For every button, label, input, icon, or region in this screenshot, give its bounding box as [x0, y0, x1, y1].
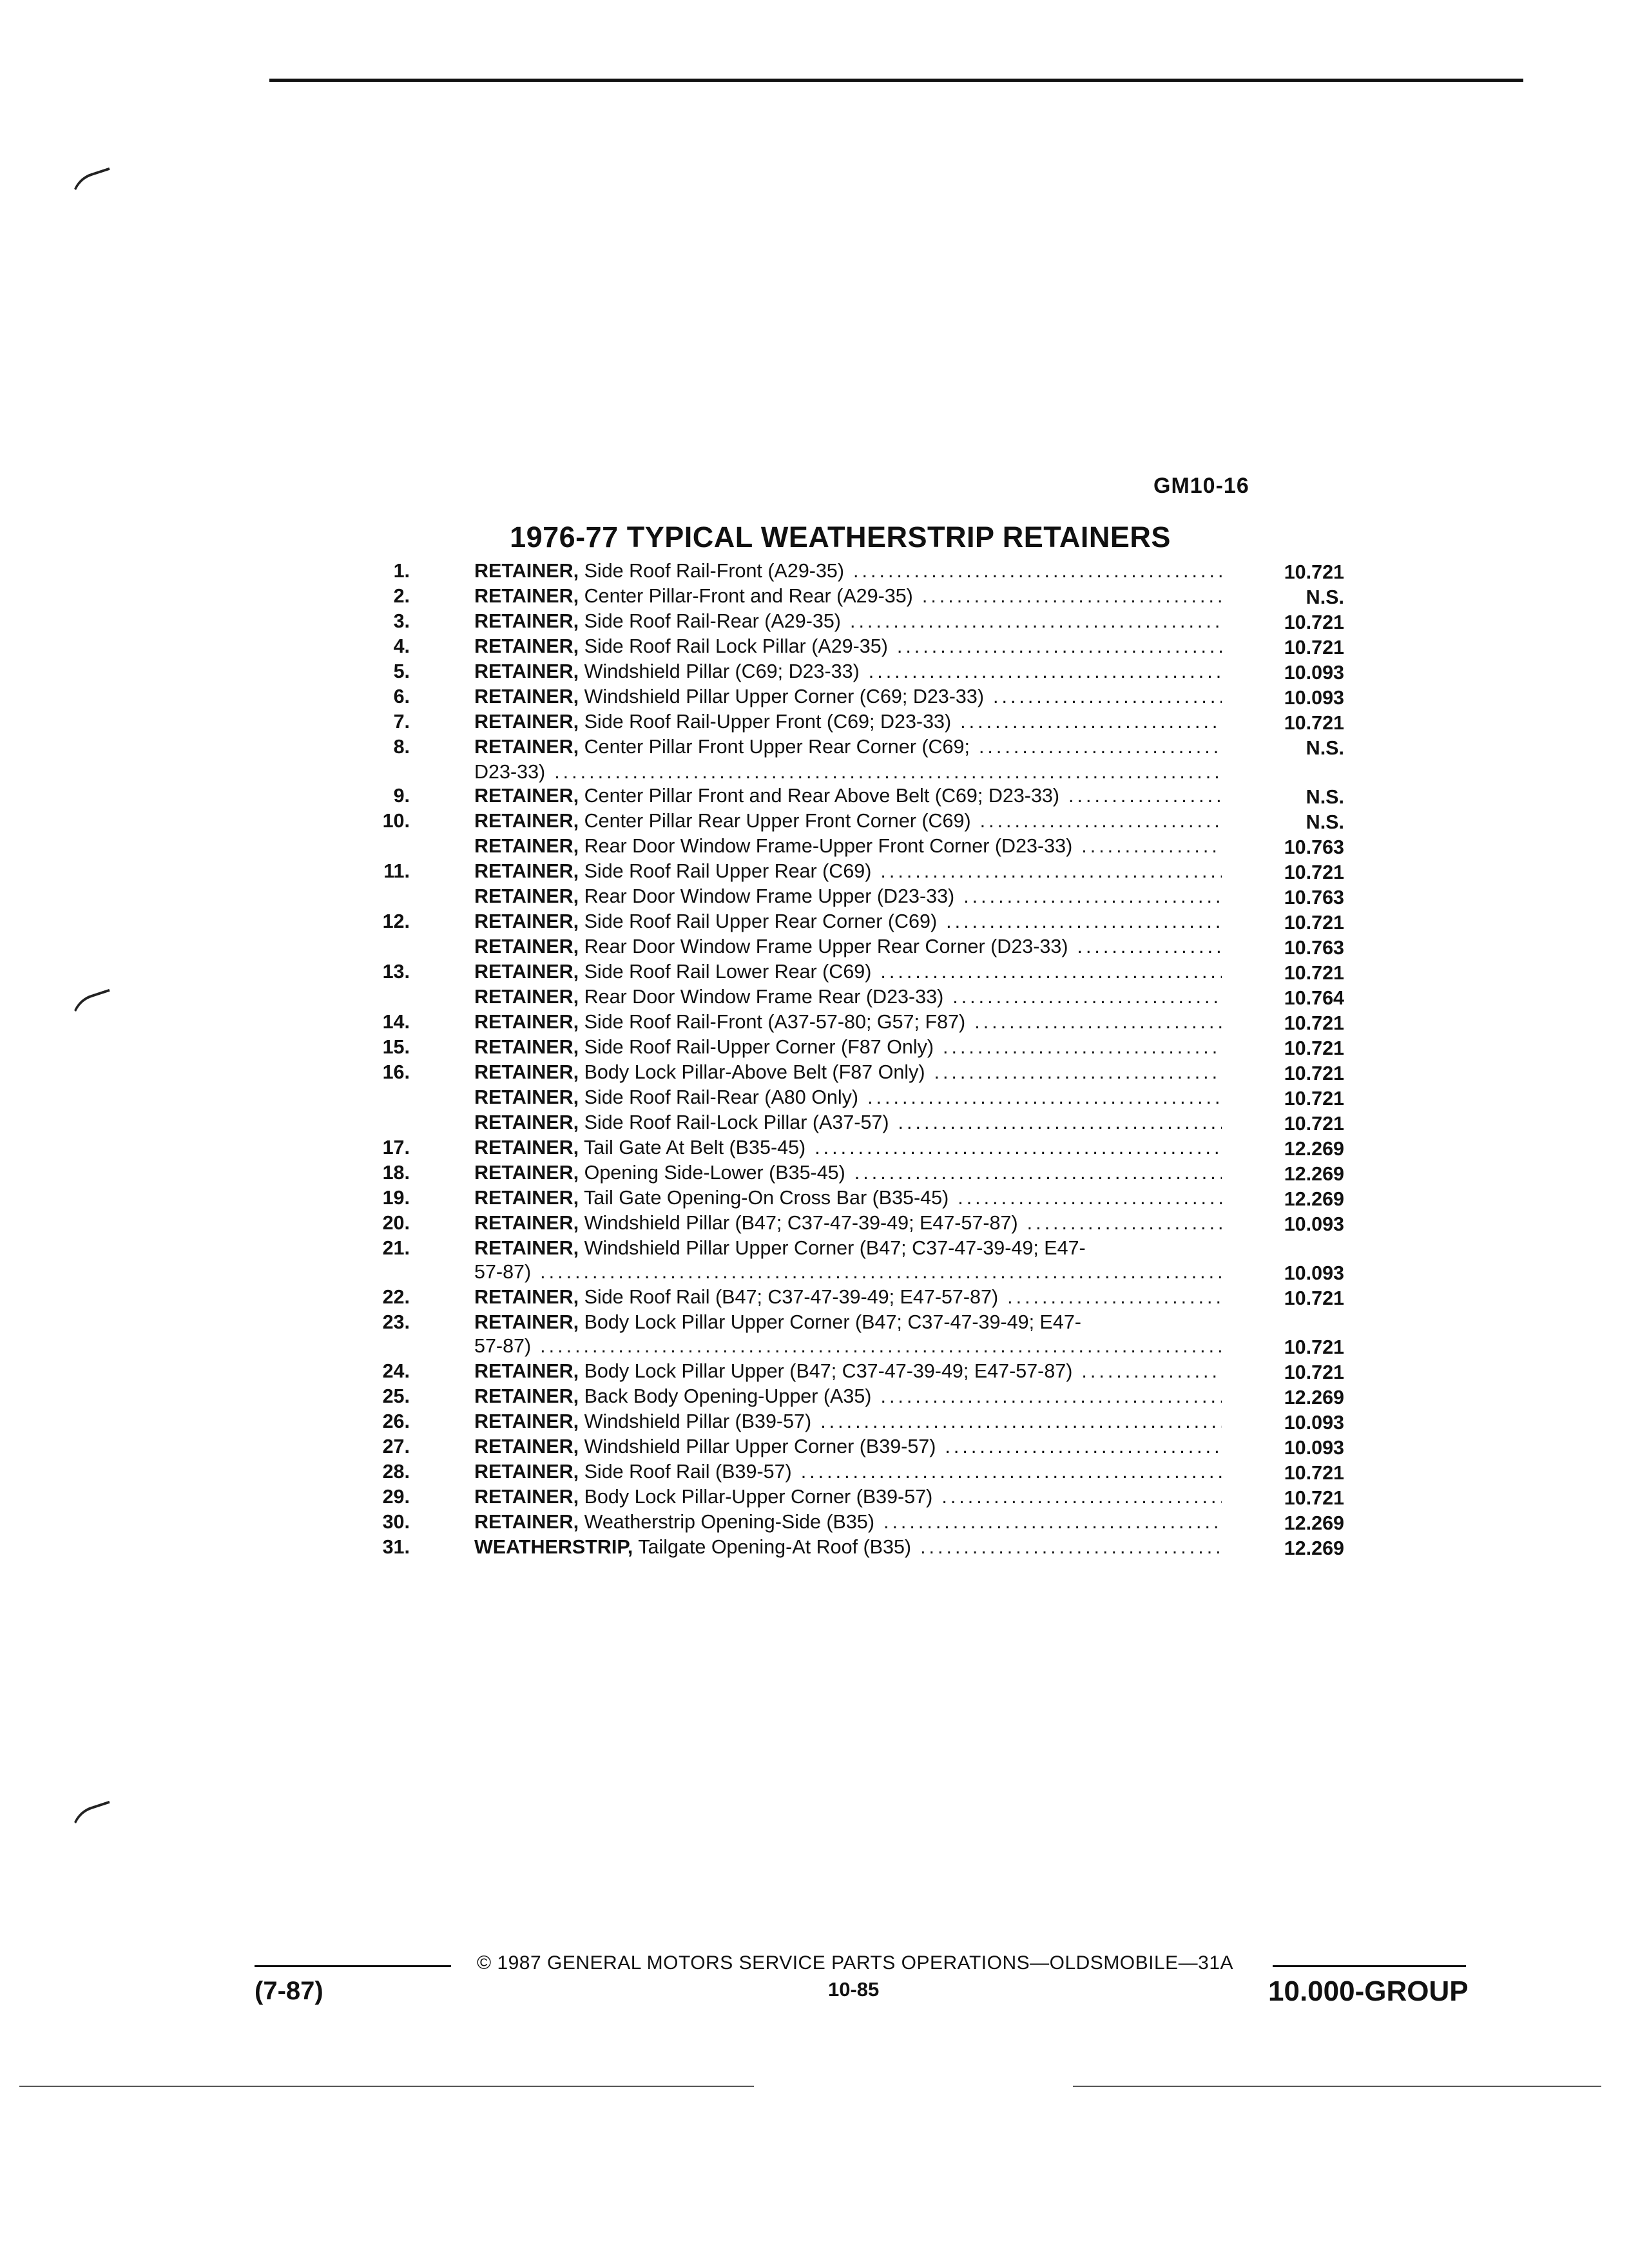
group-number: 12.269: [1284, 1387, 1344, 1408]
group-number: 12.269: [1284, 1537, 1344, 1559]
group-number: 10.721: [1284, 637, 1344, 658]
item-description: [474, 584, 1222, 608]
part-description: Side Roof Rail Lock Pillar (A29-35): [584, 635, 888, 657]
bottom-rule-left: [19, 2086, 754, 2087]
dot-leader: [805, 1136, 1222, 1160]
group-number: 10.721: [1284, 1012, 1344, 1034]
list-item: [361, 710, 1373, 735]
list-item: [361, 985, 1373, 1010]
item-description: [474, 559, 1222, 583]
item-description: [474, 685, 1222, 709]
item-description: [474, 860, 1222, 883]
item-number: 3.: [393, 610, 410, 632]
list-item: [361, 935, 1373, 960]
part-name: RETAINER,: [474, 1511, 579, 1533]
list-item: [361, 1385, 1373, 1410]
item-description: [474, 1161, 1222, 1185]
part-description: Body Lock Pillar Upper (B47; C37-47-39-49; E47-57-87): [584, 1360, 1073, 1382]
list-item: [361, 860, 1373, 885]
dot-leader: [871, 1385, 1222, 1408]
part-description: Side Roof Rail Upper Rear Corner (C69): [584, 910, 938, 932]
part-name: RETAINER,: [474, 686, 579, 707]
item-description: [474, 635, 1222, 658]
part-name: RETAINER,: [474, 711, 579, 733]
list-item: [361, 1186, 1373, 1211]
part-description: Side Roof Rail-Front (A29-35): [584, 560, 845, 582]
item-description: [474, 1535, 1222, 1559]
dot-leader: [1018, 1211, 1222, 1235]
part-description: Tailgate Opening-At Roof (B35): [638, 1536, 912, 1558]
part-description: Rear Door Window Frame Upper Rear Corner (D23-33): [584, 936, 1068, 957]
item-number: 2.: [393, 585, 410, 607]
part-name: RETAINER,: [474, 1385, 579, 1407]
part-description: Windshield Pillar (B47; C37-47-39-49; E47-57-87): [584, 1212, 1018, 1234]
dot-leader: [811, 1410, 1222, 1434]
item-description: [474, 610, 1222, 633]
group-number: 10.093: [1284, 687, 1344, 709]
part-name: RETAINER,: [474, 736, 579, 758]
group-number: 10.721: [1284, 1088, 1344, 1110]
part-description: Rear Door Window Frame Upper (D23-33): [584, 885, 955, 907]
group-number: 12.269: [1284, 1512, 1344, 1534]
list-item: [361, 834, 1373, 860]
part-name: RETAINER,: [474, 610, 579, 632]
list-item: [361, 635, 1373, 660]
part-name: RETAINER,: [474, 1237, 579, 1259]
item-number: 6.: [393, 686, 410, 707]
item-number: 5.: [393, 660, 410, 682]
part-name: RETAINER,: [474, 560, 579, 582]
group-number: 10.721: [1284, 1487, 1344, 1509]
part-name: RETAINER,: [474, 885, 579, 907]
item-number: 7.: [393, 711, 410, 733]
dot-leader: [998, 1285, 1222, 1309]
dot-leader: [970, 735, 1222, 759]
item-number: 11.: [383, 860, 410, 882]
item-number: 27.: [382, 1436, 410, 1457]
group-number: 10.721: [1284, 912, 1344, 934]
group-number: 10.763: [1284, 836, 1344, 858]
item-number: 28.: [382, 1461, 410, 1483]
group-number: 10.721: [1284, 861, 1344, 883]
group-number: 12.269: [1284, 1163, 1344, 1185]
item-description: [474, 809, 1222, 833]
part-description: Rear Door Window Frame-Upper Front Corner (D23-33): [584, 835, 1073, 857]
list-item: [361, 1485, 1373, 1510]
item-number: 13.: [382, 961, 410, 983]
copyright-line: © 1987 GENERAL MOTORS SERVICE PARTS OPERATIONS—OLDSMOBILE—31A: [477, 1952, 1234, 1974]
item-description: [474, 1136, 1222, 1160]
group-number: [1235, 760, 1344, 784]
part-description: Windshield Pillar (B39-57): [584, 1410, 812, 1432]
item-number: 18.: [382, 1162, 410, 1184]
item-number: 29.: [382, 1486, 410, 1508]
group-number: N.S.: [1306, 811, 1344, 833]
part-name: RETAINER,: [474, 1086, 579, 1108]
item-description: [474, 1360, 1222, 1383]
dot-leader: [925, 1061, 1222, 1084]
dot-leader: [949, 1186, 1222, 1210]
dot-leader: [984, 685, 1222, 709]
figure-code: GM10-16: [1153, 474, 1249, 498]
part-description: Center Pillar Rear Upper Front Corner (C69): [584, 810, 971, 832]
item-number: 20.: [382, 1212, 410, 1234]
dot-leader: [871, 960, 1222, 984]
part-name: RETAINER,: [474, 1212, 579, 1234]
part-description-continued: 57-87): [474, 1261, 532, 1283]
part-name: WEATHERSTRIP,: [474, 1536, 633, 1558]
part-name: RETAINER,: [474, 585, 579, 607]
item-description: [474, 985, 1222, 1009]
part-description: Weatherstrip Opening-Side (B35): [584, 1511, 874, 1533]
item-number: 16.: [382, 1061, 410, 1083]
item-description: [474, 1435, 1222, 1459]
list-item: [361, 1311, 1373, 1334]
part-name: RETAINER,: [474, 860, 579, 882]
item-number: 4.: [393, 635, 410, 657]
part-name: RETAINER,: [474, 1286, 579, 1308]
list-item: [361, 735, 1373, 760]
item-description: [474, 885, 1222, 908]
list-item: [361, 685, 1373, 710]
group-number: 12.269: [1284, 1188, 1344, 1210]
dot-leader: [545, 760, 1222, 784]
part-description: Center Pillar-Front and Rear (A29-35): [584, 585, 913, 607]
group-number: 12.269: [1284, 1138, 1344, 1160]
item-number: 30.: [382, 1511, 410, 1533]
list-item: [361, 1211, 1373, 1236]
item-description: [474, 910, 1222, 934]
part-description: Side Roof Rail-Lock Pillar (A37-57): [584, 1111, 889, 1133]
list-item: [361, 1061, 1373, 1086]
group-number: 10.721: [1284, 1037, 1344, 1059]
group-label: 10.000-GROUP: [1268, 1975, 1469, 2007]
dot-leader: [937, 910, 1222, 934]
part-name: RETAINER,: [474, 1461, 579, 1483]
top-rule: [269, 79, 1523, 82]
part-name: RETAINER,: [474, 1410, 579, 1432]
item-description: [474, 660, 1222, 684]
part-description: Body Lock Pillar-Above Belt (F87 Only): [584, 1061, 925, 1083]
part-name: RETAINER,: [474, 810, 579, 832]
part-description: Back Body Opening-Upper (A35): [584, 1385, 872, 1407]
binder-hole-mark: [64, 168, 118, 209]
part-name: RETAINER,: [474, 1137, 579, 1158]
part-description: Side Roof Rail Lower Rear (C69): [584, 961, 872, 983]
binder-hole-mark: [64, 989, 118, 1030]
item-number: 24.: [382, 1360, 410, 1382]
list-item-continuation: [361, 1260, 1373, 1285]
item-description: [474, 960, 1222, 984]
list-item: [361, 960, 1373, 985]
list-item: [361, 1111, 1373, 1136]
item-number: 8.: [393, 736, 410, 758]
item-description: [474, 1186, 1222, 1210]
group-number: 10.093: [1284, 662, 1344, 684]
bottom-rule-right: [1073, 2086, 1601, 2087]
dot-leader: [792, 1460, 1222, 1484]
dot-leader: [911, 1535, 1222, 1559]
list-item: [361, 1410, 1373, 1435]
list-item: [361, 885, 1373, 910]
page-title: 1976-77 TYPICAL WEATHERSTRIP RETAINERS: [510, 521, 1171, 553]
item-number: 15.: [382, 1036, 410, 1058]
dot-leader: [934, 1035, 1222, 1059]
part-name: RETAINER,: [474, 1036, 579, 1058]
part-description: Rear Door Window Frame Rear (D23-33): [584, 986, 944, 1008]
dot-leader: [1072, 834, 1222, 858]
list-item: [361, 1035, 1373, 1061]
item-number: 31.: [382, 1536, 410, 1558]
dot-leader: [531, 1334, 1222, 1360]
part-description: Tail Gate Opening-On Cross Bar (B35-45): [584, 1187, 949, 1209]
list-item: [361, 1236, 1373, 1260]
list-item: [361, 1161, 1373, 1186]
part-description: Body Lock Pillar Upper Corner (B47; C37-47-39-49; E47-: [584, 1311, 1081, 1333]
group-number: 10.721: [1284, 712, 1344, 734]
part-name: RETAINER,: [474, 961, 579, 983]
item-description: [474, 1236, 1222, 1260]
dot-leader: [965, 1010, 1222, 1034]
item-description: [474, 1035, 1222, 1059]
item-description: [474, 1061, 1222, 1084]
list-item: [361, 1285, 1373, 1311]
part-description: Tail Gate At Belt (B35-45): [584, 1137, 806, 1158]
part-description: Windshield Pillar Upper Corner (B47; C37-47-39-49; E47-: [584, 1237, 1086, 1259]
list-item: [361, 584, 1373, 610]
list-item: [361, 1460, 1373, 1485]
part-description: Side Roof Rail (B39-57): [584, 1461, 792, 1483]
group-number: 10.763: [1284, 887, 1344, 908]
dot-leader: [936, 1435, 1222, 1459]
footer-rule-right: [1273, 1965, 1466, 1967]
part-description: Windshield Pillar (C69; D23-33): [584, 660, 860, 682]
dot-leader: [844, 559, 1222, 583]
part-description-continued: 57-87): [474, 1335, 532, 1357]
part-name: RETAINER,: [474, 785, 579, 807]
part-description: Side Roof Rail-Upper Corner (F87 Only): [584, 1036, 934, 1058]
item-description: [474, 935, 1222, 959]
part-description: Side Roof Rail (B47; C37-47-39-49; E47-57-87): [584, 1286, 999, 1308]
part-description: Center Pillar Front and Rear Above Belt (C69; D23-33): [584, 785, 1060, 807]
part-name: RETAINER,: [474, 635, 579, 657]
item-number: 19.: [382, 1187, 410, 1209]
item-number: 14.: [382, 1011, 410, 1033]
part-name: RETAINER,: [474, 835, 579, 857]
part-name: RETAINER,: [474, 936, 579, 957]
part-name: RETAINER,: [474, 1061, 579, 1083]
list-item-continuation: [361, 760, 1373, 784]
list-item: [361, 1510, 1373, 1535]
list-item: [361, 809, 1373, 834]
group-number: N.S.: [1306, 586, 1344, 608]
item-description: [474, 1311, 1222, 1334]
dot-leader: [1059, 784, 1222, 808]
part-name: RETAINER,: [474, 1311, 579, 1333]
part-description: Side Roof Rail Upper Rear (C69): [584, 860, 872, 882]
part-name: RETAINER,: [474, 1111, 579, 1133]
part-description: Body Lock Pillar-Upper Corner (B39-57): [584, 1486, 933, 1508]
part-description: Side Roof Rail-Front (A37-57-80; G57; F87): [584, 1011, 966, 1033]
part-name: RETAINER,: [474, 910, 579, 932]
dot-leader: [874, 1510, 1222, 1534]
item-description: [474, 1485, 1222, 1509]
item-description: [474, 735, 1222, 759]
dot-leader: [1072, 1360, 1222, 1383]
item-description: [474, 1086, 1222, 1110]
item-number: 25.: [382, 1385, 410, 1407]
item-number: 9.: [393, 785, 410, 807]
item-number: 17.: [382, 1137, 410, 1158]
group-number: 10.721: [1284, 1361, 1344, 1383]
item-number: 1.: [393, 560, 410, 582]
group-number: 10.721: [1284, 962, 1344, 984]
group-number: 10.093: [1284, 1437, 1344, 1459]
list-item: [361, 1360, 1373, 1385]
group-number: 10.721: [1284, 1462, 1344, 1484]
item-number: 21.: [382, 1237, 410, 1259]
group-number: [1235, 1236, 1344, 1238]
part-description: Center Pillar Front Upper Rear Corner (C69;: [584, 736, 970, 758]
group-number: [1235, 1311, 1344, 1312]
binder-hole-mark: [64, 1801, 118, 1842]
item-description: [474, 1410, 1222, 1434]
dot-leader: [889, 1111, 1222, 1135]
page-number: 10-85: [828, 1978, 880, 2001]
dot-leader: [841, 610, 1222, 633]
part-description: Side Roof Rail-Upper Front (C69; D23-33): [584, 711, 952, 733]
dot-leader: [932, 1485, 1222, 1509]
part-description: Windshield Pillar Upper Corner (C69; D23-33): [584, 686, 985, 707]
dot-leader: [954, 885, 1222, 908]
part-description: Windshield Pillar Upper Corner (B39-57): [584, 1436, 936, 1457]
item-description: [474, 1385, 1222, 1408]
dot-leader: [531, 1260, 1222, 1285]
group-number: N.S.: [1306, 737, 1344, 759]
part-name: RETAINER,: [474, 1486, 579, 1508]
list-item: [361, 1535, 1373, 1561]
item-description: [474, 834, 1222, 858]
list-item: [361, 660, 1373, 685]
group-number: 10.721: [1284, 561, 1344, 583]
item-number: 23.: [382, 1311, 410, 1333]
item-number: 26.: [382, 1410, 410, 1432]
part-description-continued: D23-33): [474, 761, 546, 783]
dot-leader: [845, 1161, 1222, 1185]
group-number: 10.093: [1284, 1213, 1344, 1235]
part-name: RETAINER,: [474, 1162, 579, 1184]
item-description: [474, 1211, 1222, 1235]
list-item: [361, 1010, 1373, 1035]
list-item: [361, 610, 1373, 635]
list-item: [361, 559, 1373, 584]
group-number: 10.721: [1284, 1336, 1344, 1358]
dot-leader: [913, 584, 1222, 608]
part-name: RETAINER,: [474, 1436, 579, 1457]
part-name: RETAINER,: [474, 1360, 579, 1382]
item-description: [474, 1285, 1222, 1309]
group-number: 10.721: [1284, 1113, 1344, 1135]
item-description: [474, 1510, 1222, 1534]
group-number: 10.721: [1284, 1287, 1344, 1309]
group-number: 10.721: [1284, 1062, 1344, 1084]
group-number: 10.093: [1284, 1262, 1344, 1284]
group-number: 10.763: [1284, 937, 1344, 959]
dot-leader: [943, 985, 1222, 1009]
part-name: RETAINER,: [474, 1011, 579, 1033]
parts-list: [361, 559, 1373, 1561]
group-number: 10.721: [1284, 611, 1344, 633]
list-item-continuation: [361, 1334, 1373, 1360]
list-item: [361, 784, 1373, 809]
date-code: (7-87): [255, 1977, 323, 2005]
list-item: [361, 1435, 1373, 1460]
dot-leader: [951, 710, 1222, 734]
item-description: [474, 784, 1222, 808]
part-description: Opening Side-Lower (B35-45): [584, 1162, 845, 1184]
footer-rule-left: [255, 1965, 451, 1967]
list-item: [361, 1086, 1373, 1111]
item-number: 22.: [382, 1286, 410, 1308]
dot-leader: [888, 635, 1222, 658]
part-name: RETAINER,: [474, 660, 579, 682]
dot-leader: [860, 660, 1222, 684]
item-number: 10.: [382, 810, 410, 832]
item-description: [474, 710, 1222, 734]
list-item: [361, 910, 1373, 935]
item-description: [474, 1010, 1222, 1034]
dot-leader: [971, 809, 1222, 833]
dot-leader: [858, 1086, 1222, 1110]
list-item: [361, 1136, 1373, 1161]
group-number: N.S.: [1306, 786, 1344, 808]
group-number: 10.093: [1284, 1412, 1344, 1434]
dot-leader: [871, 860, 1222, 883]
dot-leader: [1068, 935, 1222, 959]
item-description: [474, 1111, 1222, 1135]
item-description: [474, 1460, 1222, 1484]
part-name: RETAINER,: [474, 986, 579, 1008]
item-number: 12.: [382, 910, 410, 932]
group-number: 10.764: [1284, 987, 1344, 1009]
part-description: Side Roof Rail-Rear (A80 Only): [584, 1086, 859, 1108]
part-description: Side Roof Rail-Rear (A29-35): [584, 610, 841, 632]
part-name: RETAINER,: [474, 1187, 579, 1209]
